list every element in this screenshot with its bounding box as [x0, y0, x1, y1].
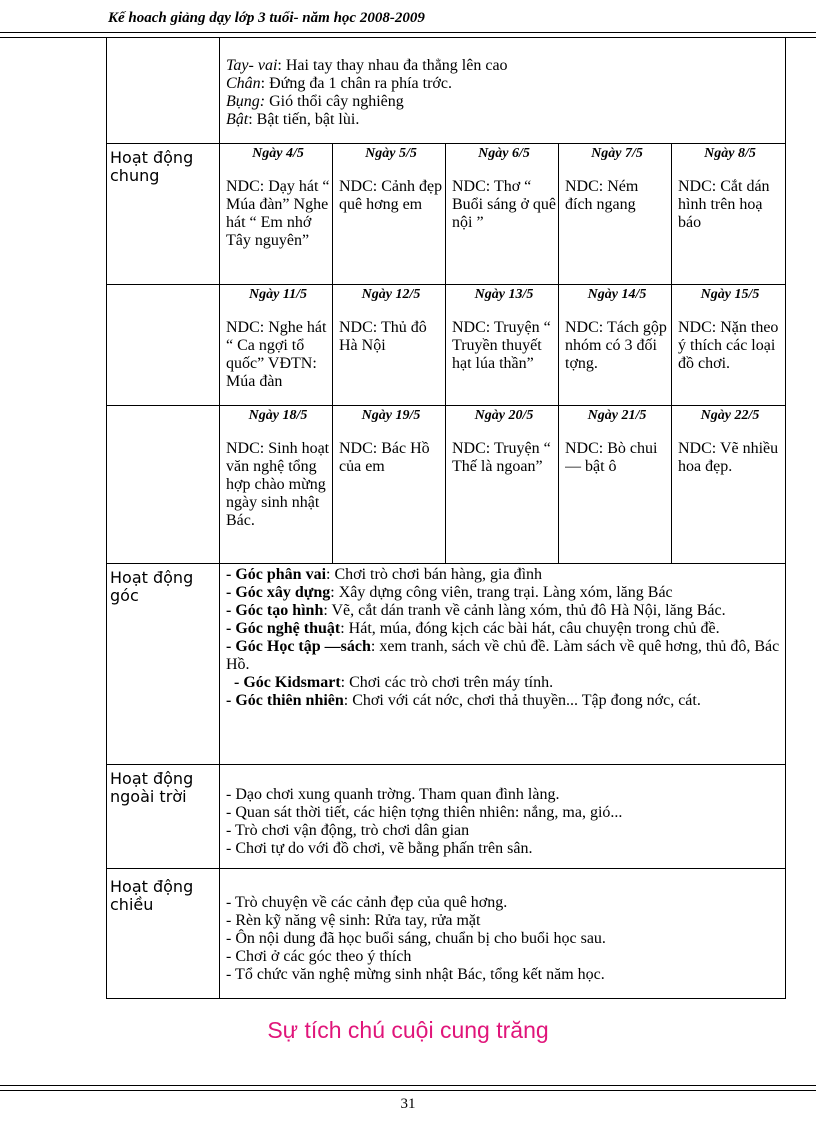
day-cell	[678, 287, 782, 403]
section-label-chung: Hoạt động chung	[110, 148, 194, 185]
footer-rule-thin	[0, 1090, 816, 1091]
day-cell	[339, 287, 443, 403]
exercise-line: Tay- vai: Hai tay thay nhau đa thẳng lên cao	[226, 57, 508, 74]
day-activity: NDC: Cắt dán hình trên hoạ báo	[678, 178, 770, 231]
day-activity: NDC: Nghe hát “ Ca ngợi tổ quốc” VĐTN: Múa đàn	[226, 319, 327, 390]
header-rule	[0, 32, 816, 33]
row-divider	[106, 405, 786, 406]
day-cell	[452, 146, 556, 282]
day-date: Ngày 8/5	[704, 146, 756, 161]
day-activity: NDC: Nặn theo ý thích các loại đồ chơi.	[678, 319, 779, 372]
exercise-line: Bật: Bật tiến, bật lùi.	[226, 111, 360, 128]
outdoor-line: - Chơi tự do với đồ chơi, vẽ bằng phấn trên sân.	[226, 840, 533, 857]
day-cell	[678, 146, 782, 282]
day-date: Ngày 14/5	[587, 287, 647, 302]
page-number: 31	[400, 1096, 416, 1112]
table-border-right	[785, 38, 786, 998]
day-activity: NDC: Truyện “ Thế là ngoan”	[452, 440, 551, 475]
day-date: Ngày 19/5	[361, 408, 421, 423]
table-border-left	[106, 38, 107, 998]
section-label-ngoai-troi: Hoạt động ngoài trời	[110, 769, 194, 806]
table-divider-day	[558, 143, 559, 563]
corner-line: - Góc Kidsmart: Chơi các trò chơi trên máy tính.	[226, 674, 554, 691]
day-activity: NDC: Sinh hoạt văn nghệ tổng hợp chào mừng ngày sinh nhật Bác.	[226, 440, 330, 529]
row-divider	[106, 563, 786, 564]
day-date: Ngày 12/5	[361, 287, 421, 302]
day-cell	[226, 408, 330, 561]
day-date: Ngày 11/5	[249, 287, 307, 302]
exercise-line: Chân: Đứng đa 1 chân ra phía trớc.	[226, 75, 452, 92]
exercise-list	[226, 57, 781, 129]
corner-line: - Góc nghệ thuật: Hát, múa, đóng kịch các bài hát, câu chuyện trong chủ đề.	[226, 620, 720, 637]
row-divider	[106, 868, 786, 869]
corner-activities	[226, 566, 781, 762]
day-date: Ngày 13/5	[474, 287, 534, 302]
day-activity: NDC: Ném đích ngang	[565, 178, 639, 213]
day-cell	[565, 287, 669, 403]
afternoon-activities	[226, 894, 781, 984]
day-activity: NDC: Cảnh đẹp quê hơng em	[339, 178, 443, 213]
outdoor-line: - Trò chơi vận động, trò chơi dân gian	[226, 822, 470, 839]
outdoor-line: - Quan sát thời tiết, các hiện tợng thiên nhiên: nắng, ma, gió...	[226, 804, 623, 821]
afternoon-line: - Rèn kỹ năng vệ sinh: Rửa tay, rửa mặt	[226, 912, 481, 929]
header-rule-thin	[0, 37, 816, 38]
corner-line: - Góc thiên nhiên: Chơi với cát nớc, chơi thả thuyền... Tập đong nớc, cát.	[226, 692, 701, 709]
table-divider-label	[219, 38, 220, 998]
day-cell	[226, 146, 330, 282]
table-divider-day	[332, 143, 333, 563]
day-cell	[339, 408, 443, 561]
outdoor-activities	[226, 786, 781, 858]
corner-line: - Góc phân vai: Chơi trò chơi bán hàng, gia đình	[226, 566, 543, 583]
page-header-title: Kế hoach giảng dạy lớp 3 tuổi- năm học 2008-2009	[108, 10, 425, 26]
afternoon-line: - Tổ chức văn nghệ mừng sinh nhật Bác, tổng kết năm học.	[226, 966, 605, 983]
day-activity: NDC: Dạy hát “ Múa đàn” Nghe hát “ Em nhớ Tây nguyên”	[226, 178, 330, 249]
corner-line: - Góc Học tập —sách: xem tranh, sách về chủ đề. Làm sách về quê hơng, thủ đô, Bác Hồ.	[226, 638, 780, 673]
day-activity: NDC: Truyện “ Truyền thuyết hạt lúa thần”	[452, 319, 551, 372]
day-date: Ngày 6/5	[478, 146, 530, 161]
day-cell	[565, 146, 669, 282]
day-date: Ngày 15/5	[700, 287, 760, 302]
table-divider-day	[671, 143, 672, 563]
day-cell	[565, 408, 669, 561]
day-cell	[678, 408, 782, 561]
day-activity: NDC: Thủ đô Hà Nội	[339, 319, 427, 354]
row-divider	[106, 764, 786, 765]
day-activity: NDC: Bác Hồ của em	[339, 440, 430, 475]
day-date: Ngày 18/5	[248, 408, 308, 423]
exercise-line: Bụng: Gió thổi cây nghiêng	[226, 93, 404, 110]
day-activity: NDC: Bò chui — bật ô	[565, 440, 658, 475]
day-date: Ngày 4/5	[252, 146, 304, 161]
story-title: Sự tích chú cuội cung trăng	[267, 1017, 549, 1043]
day-date: Ngày 22/5	[700, 408, 760, 423]
day-activity: NDC: Thơ “ Buổi sáng ở quê nội ”	[452, 178, 556, 231]
footer-rule	[0, 1085, 816, 1086]
table-border-bottom	[106, 998, 786, 999]
outdoor-line: - Dạo chơi xung quanh trờng. Tham quan đình làng.	[226, 786, 560, 803]
day-cell	[452, 287, 556, 403]
day-date: Ngày 5/5	[365, 146, 417, 161]
afternoon-line: - Trò chuyện về các cảnh đẹp của quê hơng.	[226, 894, 508, 911]
corner-line: - Góc tạo hình: Vẽ, cắt dán tranh về cảnh làng xóm, thủ đô Hà Nội, lăng Bác.	[226, 602, 726, 619]
table-divider-day	[445, 143, 446, 563]
day-cell	[452, 408, 556, 561]
day-activity: NDC: Tách gộp nhóm có 3 đối tợng.	[565, 319, 667, 372]
afternoon-line: - Ôn nội dung đã học buổi sáng, chuẩn bị cho buổi học sau.	[226, 930, 606, 947]
afternoon-line: - Chơi ở các góc theo ý thích	[226, 948, 412, 965]
day-cell	[226, 287, 330, 403]
day-date: Ngày 21/5	[587, 408, 647, 423]
day-cell	[339, 146, 443, 282]
day-date: Ngày 20/5	[474, 408, 534, 423]
section-label-chieu: Hoạt động chiều	[110, 877, 194, 914]
day-date: Ngày 7/5	[591, 146, 643, 161]
day-activity: NDC: Vẽ nhiều hoa đẹp.	[678, 440, 779, 475]
row-divider	[106, 143, 786, 144]
section-label-goc: Hoạt động góc	[110, 568, 194, 605]
corner-line: - Góc xây dựng: Xây dựng công viên, trang trại. Làng xóm, lăng Bác	[226, 584, 673, 601]
row-divider	[106, 284, 786, 285]
